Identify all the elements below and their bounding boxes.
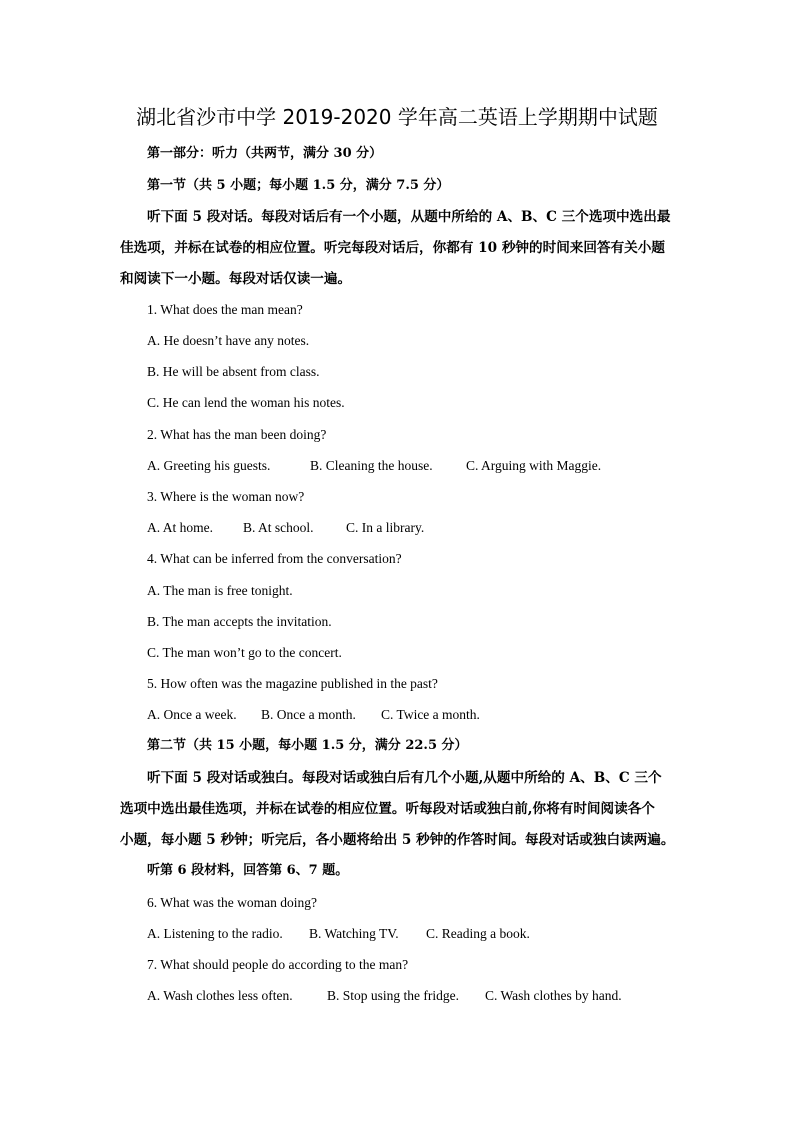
question-3-option-a: A. At home. <box>147 520 213 535</box>
section2-instruction-line-2: 选项中选出最佳选项，并标在试卷的相应位置。听每段对话或独白前,你将有时间阅读各个 <box>120 801 655 817</box>
question-7-options <box>147 986 647 1006</box>
question-4-option-c: C. The man won’t go to the concert. <box>147 645 342 660</box>
question-3-options <box>147 518 547 538</box>
part1-heading: 第一部分：听力（共两节，满分 30 分） <box>147 146 383 161</box>
question-3-option-c: C. In a library. <box>346 520 425 535</box>
question-6-option-c: C. Reading a book. <box>426 926 530 941</box>
question-4-option-a: A. The man is free tonight. <box>147 583 293 598</box>
question-5-options <box>147 705 547 725</box>
question-6-stem: 6. What was the woman doing? <box>147 895 317 910</box>
section2-instruction-line-3: 小题，每小题 5 秒钟；听完后，各小题将给出 5 秒钟的作答时间。每段对话或独白读两遍。 <box>120 832 675 848</box>
question-5-option-c: C. Twice a month. <box>381 707 480 722</box>
question-6-option-a: A. Listening to the radio. <box>147 926 283 941</box>
question-6-options <box>147 924 567 944</box>
section2-instruction-line-1: 听下面 5 段对话或独白。每段对话或独白后有几个小题,从题中所给的 A、B、C 三个 <box>147 770 662 786</box>
question-1-option-b: B. He will be absent from class. <box>147 364 320 379</box>
question-5-option-b: B. Once a month. <box>261 707 356 722</box>
question-2-option-c: C. Arguing with Maggie. <box>466 458 602 473</box>
question-5-option-a: A. Once a week. <box>147 707 237 722</box>
question-7-stem: 7. What should people do according to the man? <box>147 957 409 972</box>
question-2-stem: 2. What has the man been doing? <box>147 427 327 442</box>
question-7-option-a: A. Wash clothes less often. <box>147 988 293 1003</box>
section2-heading: 第二节（共 15 小题，每小题 1.5 分，满分 22.5 分） <box>147 738 468 753</box>
question-5-stem: 5. How often was the magazine published in the past? <box>147 676 438 691</box>
question-1-option-c: C. He can lend the woman his notes. <box>147 395 345 410</box>
question-7-option-c: C. Wash clothes by hand. <box>485 988 622 1003</box>
question-3-option-b: B. At school. <box>243 520 314 535</box>
question-2-option-a: A. Greeting his guests. <box>147 458 271 473</box>
section1-instruction-line-2: 佳选项，并标在试卷的相应位置。听完每段对话后，你都有 10 秒钟的时间来回答有关小题 <box>120 240 665 256</box>
section1-heading: 第一节（共 5 小题；每小题 1.5 分，满分 7.5 分） <box>147 178 450 193</box>
question-7-option-b: B. Stop using the fridge. <box>327 988 459 1003</box>
question-1-stem: 1. What does the man mean? <box>147 302 303 317</box>
question-2-options <box>147 456 647 476</box>
section1-instruction-line-1: 听下面 5 段对话。每段对话后有一个小题，从题中所给的 A、B、C 三个选项中选出最 <box>147 209 671 225</box>
page-title: 湖北省沙市中学 2019-2020 学年高二英语上学期期中试题 <box>136 105 658 129</box>
question-4-stem: 4. What can be inferred from the conversation? <box>147 551 402 566</box>
question-6-option-b: B. Watching TV. <box>309 926 399 941</box>
question-4-option-b: B. The man accepts the invitation. <box>147 614 332 629</box>
material-note: 听第 6 段材料，回答第 6、7 题。 <box>147 863 349 878</box>
question-2-option-b: B. Cleaning the house. <box>310 458 433 473</box>
question-1-option-a: A. He doesn’t have any notes. <box>147 333 310 348</box>
section1-instruction-line-3: 和阅读下一小题。每段对话仅读一遍。 <box>120 271 352 287</box>
question-3-stem: 3. Where is the woman now? <box>147 489 305 504</box>
